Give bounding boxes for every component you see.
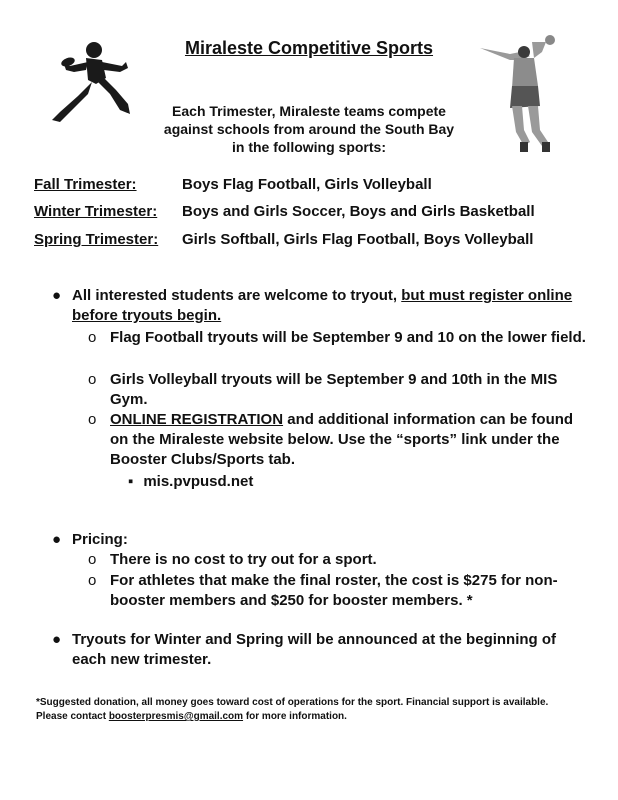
bullet-icon: ● <box>52 631 62 648</box>
intro-text <box>120 102 498 156</box>
online-registration-link[interactable]: ONLINE REGISTRATION <box>110 411 284 428</box>
season-fall <box>34 176 432 193</box>
bullet-icon: ● <box>52 287 62 304</box>
circle-bullet-icon: o <box>88 371 97 388</box>
contact-prefix: Please contact <box>36 711 109 722</box>
square-bullet-icon: ▪ <box>128 473 134 490</box>
season-label: Spring Trimester: <box>34 231 159 248</box>
list-item-website <box>128 472 253 492</box>
bullet-icon: ● <box>52 531 62 548</box>
winter-spring-text: Tryouts for Winter and Spring will be announced at the beginning of each new trimester. <box>72 631 557 668</box>
season-sports: Boys and Girls Soccer, Boys and Girls Basketball <box>182 203 535 220</box>
website-link[interactable]: mis.pvpusd.net <box>143 473 254 490</box>
contact-suffix: for more information. <box>243 711 347 722</box>
season-label: Fall Trimester: <box>34 176 137 193</box>
list-item-registration <box>88 410 588 470</box>
season-spring <box>34 231 533 248</box>
season-label: Winter Trimester: <box>34 203 158 220</box>
footnote-line: *Suggested donation, all money goes toward cost of operations for the sport. Financial support is available. <box>36 697 549 708</box>
season-sports: Girls Softball, Girls Flag Football, Boys Volleyball <box>182 231 534 248</box>
flag-football-text: Flag Football tryouts will be September 9 and 10 on the lower field. <box>110 329 586 346</box>
tryouts-register-note: but must register online before tryouts begin. <box>72 287 573 324</box>
circle-bullet-icon: o <box>88 329 97 346</box>
list-item-flag-football <box>88 328 588 348</box>
list-item-roster-cost <box>88 571 588 611</box>
intro-line: against schools from around the South Bay <box>163 121 455 137</box>
page-title: Miraleste Competitive Sports <box>184 38 434 58</box>
tryouts-text <box>72 286 592 326</box>
registration-text <box>110 410 588 470</box>
no-cost-text: There is no cost to try out for a sport. <box>110 551 377 568</box>
season-sports: Boys Flag Football, Girls Volleyball <box>182 176 432 193</box>
list-item-pricing <box>52 530 592 550</box>
intro-line: in the following sports: <box>232 139 386 155</box>
tryouts-prefix: All interested students are welcome to tryout, <box>72 287 402 304</box>
roster-cost-text: For athletes that make the final roster, the cost is $275 for non-booster members and $250 for booster members. * <box>110 572 558 609</box>
list-item-volleyball <box>88 370 588 410</box>
list-item-tryouts <box>52 286 592 326</box>
email-link[interactable]: boosterpresmis@gmail.com <box>108 711 244 722</box>
circle-bullet-icon: o <box>88 411 97 428</box>
circle-bullet-icon: o <box>88 572 97 589</box>
list-item-no-cost <box>88 550 588 570</box>
registration-rest: and additional information can be found on the Miraleste website below. Use the “sports” link under the Booster Clubs/Sports tab. <box>110 411 574 468</box>
footnote-contact <box>36 710 596 724</box>
intro-line: Each Trimester, Miraleste teams compete <box>172 103 446 119</box>
pricing-heading: Pricing: <box>72 531 128 548</box>
footnote <box>36 696 596 724</box>
volleyball-text: Girls Volleyball tryouts will be September 9 and 10th in the MIS Gym. <box>110 371 558 408</box>
list-item-winter-spring <box>52 630 592 670</box>
circle-bullet-icon: o <box>88 551 97 568</box>
season-winter <box>34 203 535 220</box>
